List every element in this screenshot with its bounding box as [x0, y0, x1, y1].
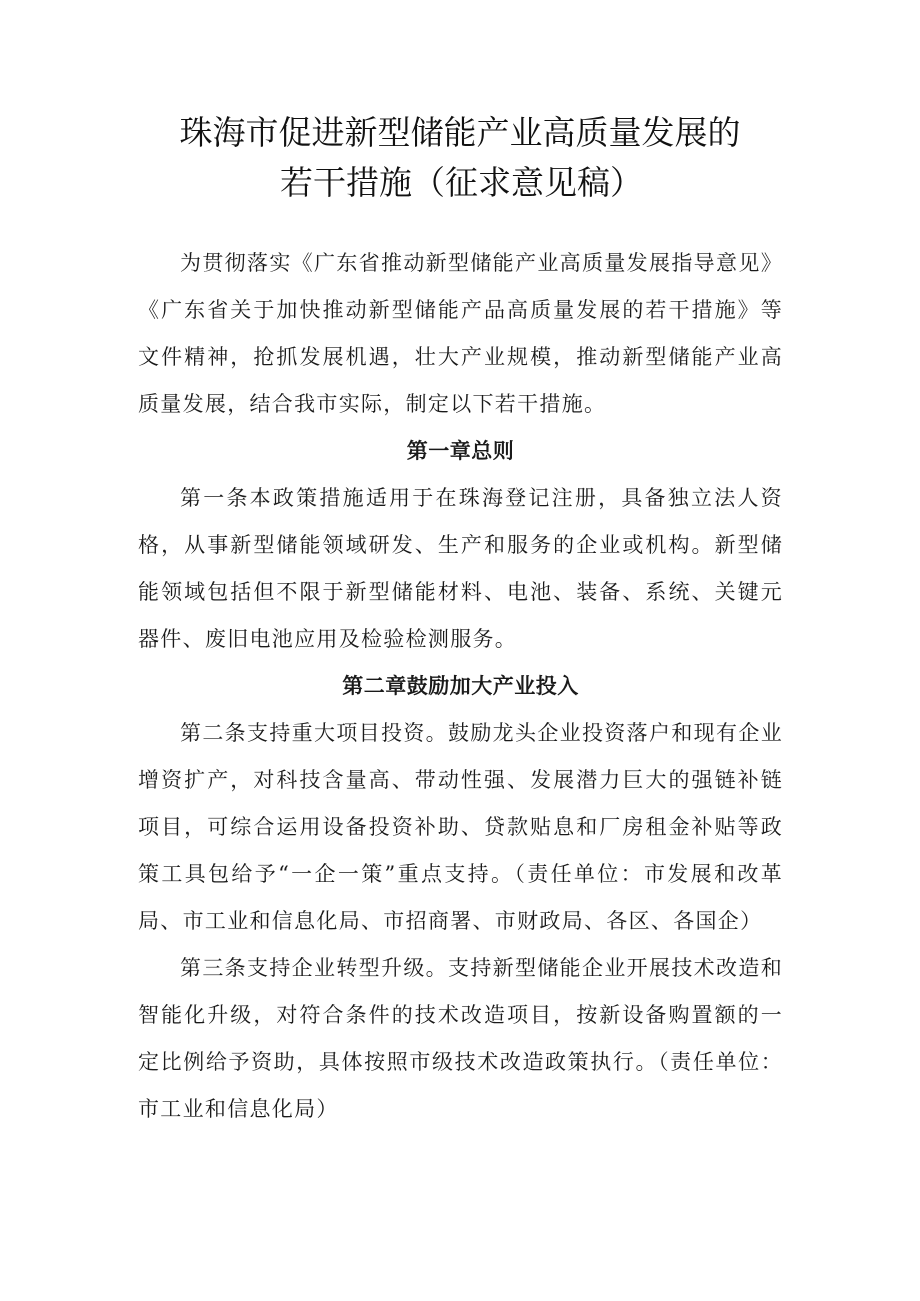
title-line-2: 若干措施（征求意见稿）: [280, 163, 643, 202]
intro-paragraph: 为贯彻落实《广东省推动新型储能产业高质量发展指导意见》《广东省关于加快推动新型储能产品高质量发展的若干措施》等文件精神，抢抓发展机遇，壮大产业规模，推动新型储能产业高质量发展，结合我市实际，制定以下若干措施。: [138, 251, 783, 416]
article-1-paragraph: 第一条本政策措施适用于在珠海登记注册，具备独立法人资格，从事新型储能领域研发、生产和服务的企业或机构。新型储能领域包括但不限于新型储能材料、电池、装备、系统、关键元器件、废旧电池应用及检验检测服务。: [138, 486, 783, 651]
chapter-2-heading: 第二章鼓励加大产业投入: [342, 674, 579, 698]
document-body: [138, 240, 783, 1133]
article-3-paragraph: 第三条支持企业转型升级。支持新型储能企业开展技术改造和智能化升级，对符合条件的技术改造项目，按新设备购置额的一定比例给予资助，具体按照市级技术改造政策执行。（责任单位：市工业和信息化局）: [138, 956, 783, 1121]
chapter-1-heading: 第一章总则: [406, 439, 515, 463]
title-line-1: 珠海市促进新型储能产业高质量发展的: [179, 113, 741, 152]
article-2-paragraph: 第二条支持重大项目投资。鼓励龙头企业投资落户和现有企业增资扩产，对科技含量高、带动性强、发展潜力巨大的强链补链项目，可综合运用设备投资补助、贷款贴息和厂房租金补贴等政策工具包给予“一企一策”重点支持。（责任单位：市发展和改革局、市工业和信息化局、市招商署、市财政局、各区、各国企）: [138, 721, 783, 933]
document-title: [0, 108, 920, 208]
